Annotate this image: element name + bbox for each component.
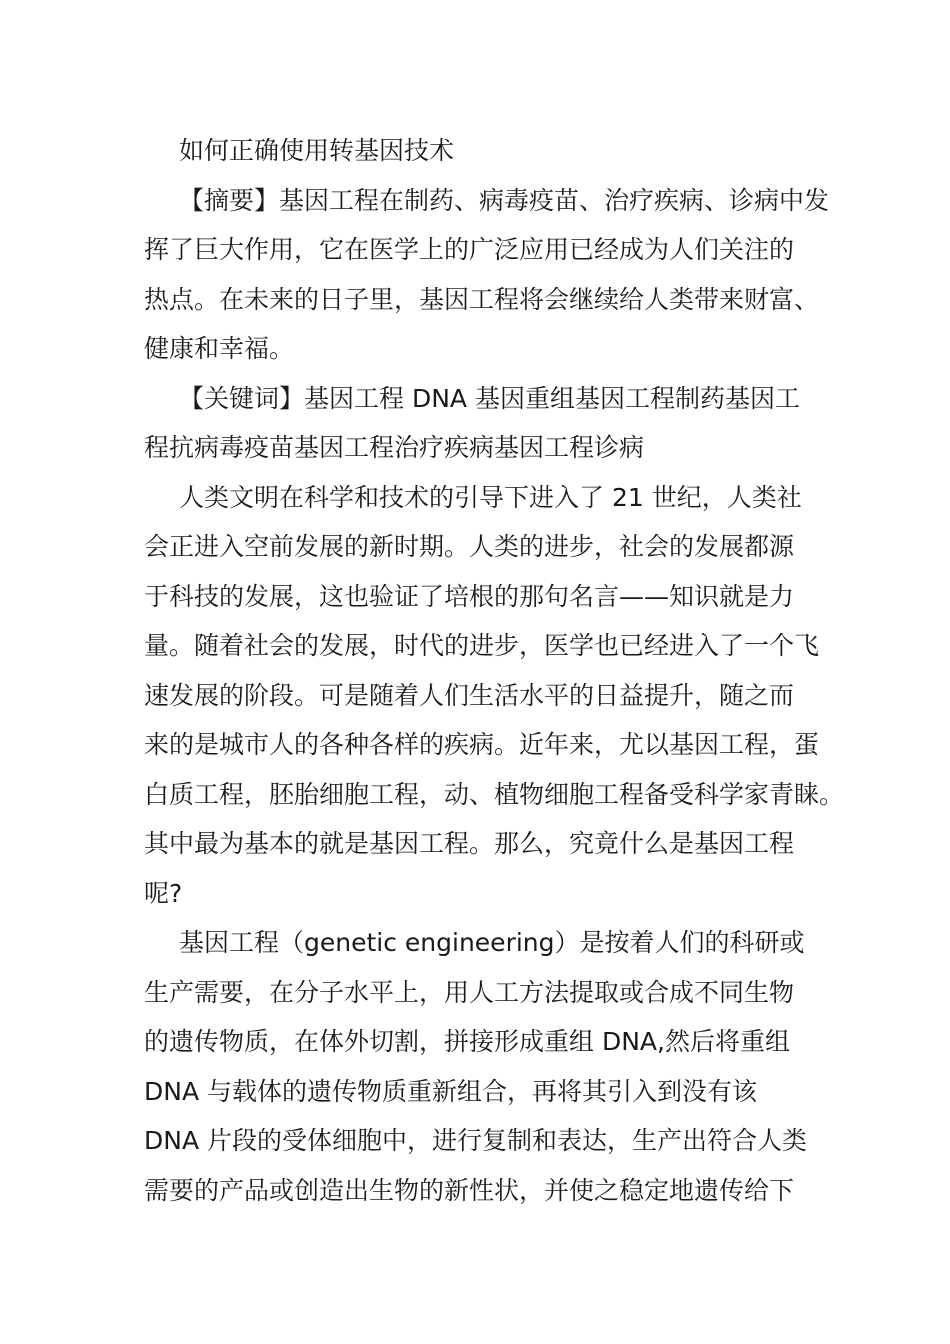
paragraph-line: DNA 与载体的遗传物质重新组合，再将其引入到没有该 [144, 1076, 758, 1106]
abstract-line: 热点。在未来的日子里，基因工程将会继续给人类带来财富、 [144, 284, 820, 314]
paragraph-line: 基因工程（genetic engineering）是按着人们的科研或 [179, 928, 805, 957]
paragraph-line: 速发展的阶段。可是随着人们生活水平的日益提升，随之而 [144, 680, 795, 710]
paragraph-line: 人类文明在科学和技术的引导下进入了 21 世纪，人类社 [179, 482, 802, 512]
paragraph-line: 需要的产品或创造出生物的新性状，并使之稳定地遗传给下 [144, 1175, 795, 1205]
abstract-paragraph [144, 176, 830, 374]
abstract-line: 健康和幸福。 [144, 334, 295, 363]
paragraph-line: 生产需要，在分子水平上，用人工方法提取或合成不同生物 [144, 977, 795, 1007]
body-paragraph-1 [144, 473, 845, 919]
paragraph-line: 的遗传物质，在体外切割，拼接形成重组 DNA,然后将重组 [144, 1027, 790, 1056]
document-body [144, 126, 845, 1215]
paragraph-line: 白质工程，胚胎细胞工程，动、植物细胞工程备受科学家青睐。 [144, 779, 845, 809]
document-title: 如何正确使用转基因技术 [179, 136, 455, 165]
paragraph-line: 量。随着社会的发展，时代的进步，医学也已经进入了一个飞 [144, 631, 820, 660]
abstract-line: 【摘要】基因工程在制药、病毒疫苗、治疗疾病、诊病中发 [179, 185, 830, 215]
paragraph-line: 来的是城市人的各种各样的疾病。近年来，尤以基因工程，蛋 [144, 730, 820, 759]
paragraph-line: 会正进入空前发展的新时期。人类的进步，社会的发展都源 [144, 532, 795, 561]
paragraph-line: DNA 片段的受体细胞中，进行复制和表达，生产出符合人类 [144, 1126, 808, 1155]
keywords-paragraph [144, 374, 809, 473]
keywords-line: 程抗病毒疫苗基因工程治疗疾病基因工程诊病 [144, 433, 645, 462]
paragraph-line: 其中最为基本的就是基因工程。那么，究竟什么是基因工程 [144, 829, 795, 858]
keywords-line: 【关键词】基因工程 DNA 基因重组基因工程制药基因工 [179, 383, 800, 413]
abstract-line: 挥了巨大作用，它在医学上的广泛应用已经成为人们关注的 [144, 235, 795, 264]
paragraph-line: 于科技的发展，这也验证了培根的那句名言——知识就是力 [144, 581, 795, 611]
body-paragraph-2 [144, 918, 809, 1215]
paragraph-line: 呢? [144, 878, 183, 908]
